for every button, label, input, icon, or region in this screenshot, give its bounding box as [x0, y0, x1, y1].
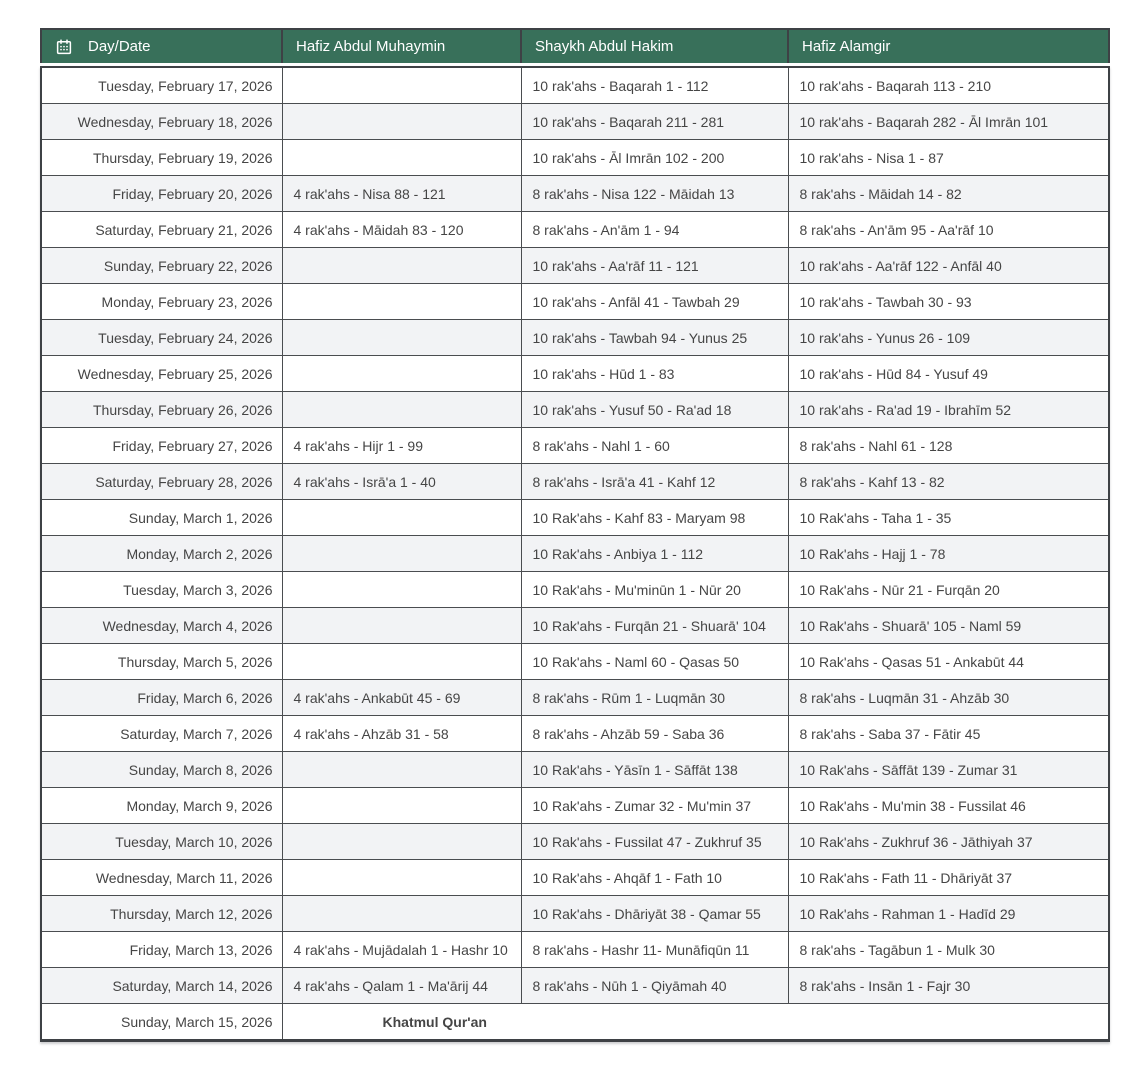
schedule-cell: 10 rak'ahs - Ra'ad 19 - Ibrahīm 52 — [788, 392, 1109, 428]
date-cell: Sunday, March 15, 2026 — [41, 1004, 282, 1041]
schedule-cell: 8 rak'ahs - Nahl 1 - 60 — [521, 428, 788, 464]
date-cell: Wednesday, March 11, 2026 — [41, 860, 282, 896]
schedule-cell: 8 rak'ahs - An'ām 1 - 94 — [521, 212, 788, 248]
schedule-cell: 8 rak'ahs - Tagābun 1 - Mulk 30 — [788, 932, 1109, 968]
schedule-cell: 4 rak'ahs - Qalam 1 - Ma'ārij 44 — [282, 968, 521, 1004]
schedule-cell — [282, 608, 521, 644]
schedule-cell: 10 Rak'ahs - Mu'minūn 1 - Nūr 20 — [521, 572, 788, 608]
schedule-cell: 8 rak'ahs - Hashr 11- Munāfiqūn 11 — [521, 932, 788, 968]
date-cell: Friday, February 20, 2026 — [41, 176, 282, 212]
date-cell: Saturday, February 28, 2026 — [41, 464, 282, 500]
schedule-cell — [282, 104, 521, 140]
header-row — [41, 29, 1109, 63]
date-cell: Wednesday, February 18, 2026 — [41, 104, 282, 140]
schedule-cell: 10 rak'ahs - Baqarah 1 - 112 — [521, 67, 788, 104]
schedule-cell: 8 rak'ahs - Saba 37 - Fātir 45 — [788, 716, 1109, 752]
schedule-cell: 10 Rak'ahs - Ahqāf 1 - Fath 10 — [521, 860, 788, 896]
table-row — [41, 536, 1109, 572]
schedule-cell: 10 Rak'ahs - Sāffāt 139 - Zumar 31 — [788, 752, 1109, 788]
date-cell: Monday, February 23, 2026 — [41, 284, 282, 320]
header-cell-hafiz-alamgir: Hafiz Alamgir — [788, 29, 1109, 63]
schedule-cell: 10 Rak'ahs - Kahf 83 - Maryam 98 — [521, 500, 788, 536]
schedule-cell: 10 rak'ahs - Baqarah 211 - 281 — [521, 104, 788, 140]
schedule-header — [40, 28, 1110, 63]
schedule-cell: 10 Rak'ahs - Rahman 1 - Hadīd 29 — [788, 896, 1109, 932]
schedule-cell: 8 rak'ahs - Nūh 1 - Qiyāmah 40 — [521, 968, 788, 1004]
schedule-cell: 10 Rak'ahs - Fussilat 47 - Zukhruf 35 — [521, 824, 788, 860]
table-row — [41, 320, 1109, 356]
schedule-cell — [282, 572, 521, 608]
calendar-icon — [55, 38, 73, 56]
schedule-cell: 10 Rak'ahs - Taha 1 - 35 — [788, 500, 1109, 536]
schedule-cell: 8 rak'ahs - Nahl 61 - 128 — [788, 428, 1109, 464]
schedule-cell: 10 Rak'ahs - Nūr 21 - Furqān 20 — [788, 572, 1109, 608]
schedule-cell: 10 Rak'ahs - Dhāriyāt 38 - Qamar 55 — [521, 896, 788, 932]
schedule-cell: 10 rak'ahs - Aa'rāf 122 - Anfāl 40 — [788, 248, 1109, 284]
schedule-cell: 10 rak'ahs - Tawbah 30 - 93 — [788, 284, 1109, 320]
table-row — [41, 968, 1109, 1004]
schedule-cell: 10 rak'ahs - Nisa 1 - 87 — [788, 140, 1109, 176]
schedule-cell: 10 rak'ahs - Anfāl 41 - Tawbah 29 — [521, 284, 788, 320]
schedule-cell — [282, 320, 521, 356]
schedule-cell: 10 Rak'ahs - Zumar 32 - Mu'min 37 — [521, 788, 788, 824]
table-row — [41, 392, 1109, 428]
schedule-cell — [282, 536, 521, 572]
schedule-cell: 4 rak'ahs - Hijr 1 - 99 — [282, 428, 521, 464]
schedule-table-body — [41, 67, 1109, 1041]
header-cell-day-date — [41, 29, 282, 63]
schedule-cell: 4 rak'ahs - Mujādalah 1 - Hashr 10 — [282, 932, 521, 968]
schedule-cell: 10 Rak'ahs - Furqān 21 - Shuarā' 104 — [521, 608, 788, 644]
schedule-cell: 10 Rak'ahs - Shuarā' 105 - Naml 59 — [788, 608, 1109, 644]
schedule-cell: 10 rak'ahs - Yusuf 50 - Ra'ad 18 — [521, 392, 788, 428]
date-cell: Friday, February 27, 2026 — [41, 428, 282, 464]
schedule-cell: 10 Rak'ahs - Mu'min 38 - Fussilat 46 — [788, 788, 1109, 824]
schedule-cell — [282, 644, 521, 680]
date-cell: Monday, March 9, 2026 — [41, 788, 282, 824]
schedule-cell: 10 rak'ahs - Aa'rāf 11 - 121 — [521, 248, 788, 284]
table-row — [41, 860, 1109, 896]
date-cell: Tuesday, March 10, 2026 — [41, 824, 282, 860]
date-cell: Sunday, March 1, 2026 — [41, 500, 282, 536]
header-cell-shaykh-abdul-hakim: Shaykh Abdul Hakim — [521, 29, 788, 63]
schedule-cell: 8 rak'ahs - Luqmān 31 - Ahzāb 30 — [788, 680, 1109, 716]
schedule-cell — [282, 860, 521, 896]
table-row — [41, 67, 1109, 104]
table-row — [41, 644, 1109, 680]
date-cell: Wednesday, February 25, 2026 — [41, 356, 282, 392]
date-cell: Tuesday, March 3, 2026 — [41, 572, 282, 608]
table-row — [41, 716, 1109, 752]
schedule-cell — [282, 284, 521, 320]
date-cell: Saturday, March 14, 2026 — [41, 968, 282, 1004]
schedule-table — [40, 66, 1110, 1042]
table-row — [41, 176, 1109, 212]
table-row — [41, 932, 1109, 968]
schedule-cell: 10 Rak'ahs - Yāsīn 1 - Sāffāt 138 — [521, 752, 788, 788]
schedule-cell: 8 rak'ahs - Insān 1 - Fajr 30 — [788, 968, 1109, 1004]
schedule-cell — [282, 67, 521, 104]
schedule-cell: 4 rak'ahs - Nisa 88 - 121 — [282, 176, 521, 212]
table-row — [41, 356, 1109, 392]
table-row — [41, 248, 1109, 284]
schedule-cell — [282, 356, 521, 392]
table-row — [41, 608, 1109, 644]
schedule-cell: 4 rak'ahs - Isrā'a 1 - 40 — [282, 464, 521, 500]
schedule-cell: 8 rak'ahs - Ahzāb 59 - Saba 36 — [521, 716, 788, 752]
table-row — [41, 680, 1109, 716]
schedule-cell: 4 rak'ahs - Ahzāb 31 - 58 — [282, 716, 521, 752]
date-cell: Sunday, February 22, 2026 — [41, 248, 282, 284]
schedule-cell: 10 Rak'ahs - Hajj 1 - 78 — [788, 536, 1109, 572]
schedule-cell — [282, 752, 521, 788]
schedule-cell: 10 rak'ahs - Hūd 1 - 83 — [521, 356, 788, 392]
taraweeh-schedule — [40, 28, 1108, 1042]
schedule-cell — [282, 500, 521, 536]
table-row — [41, 140, 1109, 176]
date-cell: Tuesday, February 24, 2026 — [41, 320, 282, 356]
schedule-cell: 4 rak'ahs - Māidah 83 - 120 — [282, 212, 521, 248]
table-row — [41, 752, 1109, 788]
table-row — [41, 500, 1109, 536]
schedule-cell — [282, 896, 521, 932]
schedule-cell: 10 rak'ahs - Baqarah 282 - Āl Imrān 101 — [788, 104, 1109, 140]
schedule-cell: 10 rak'ahs - Hūd 84 - Yusuf 49 — [788, 356, 1109, 392]
schedule-cell: 8 rak'ahs - Nisa 122 - Māidah 13 — [521, 176, 788, 212]
schedule-cell: 8 rak'ahs - Rūm 1 - Luqmān 30 — [521, 680, 788, 716]
schedule-cell — [282, 788, 521, 824]
schedule-cell — [282, 248, 521, 284]
table-row — [41, 464, 1109, 500]
schedule-cell — [282, 140, 521, 176]
schedule-cell: 10 rak'ahs - Āl Imrān 102 - 200 — [521, 140, 788, 176]
date-cell: Monday, March 2, 2026 — [41, 536, 282, 572]
schedule-cell: 10 Rak'ahs - Naml 60 - Qasas 50 — [521, 644, 788, 680]
table-row — [41, 824, 1109, 860]
schedule-cell: 10 Rak'ahs - Zukhruf 36 - Jāthiyah 37 — [788, 824, 1109, 860]
schedule-cell: 10 Rak'ahs - Anbiya 1 - 112 — [521, 536, 788, 572]
table-row — [41, 212, 1109, 248]
schedule-cell: 8 rak'ahs - An'ām 95 - Aa'rāf 10 — [788, 212, 1109, 248]
date-cell: Saturday, February 21, 2026 — [41, 212, 282, 248]
schedule-cell: 10 rak'ahs - Yunus 26 - 109 — [788, 320, 1109, 356]
date-cell: Wednesday, March 4, 2026 — [41, 608, 282, 644]
schedule-cell: 4 rak'ahs - Ankabūt 45 - 69 — [282, 680, 521, 716]
date-cell: Sunday, March 8, 2026 — [41, 752, 282, 788]
date-cell: Thursday, February 26, 2026 — [41, 392, 282, 428]
date-cell: Friday, March 6, 2026 — [41, 680, 282, 716]
schedule-cell: 8 rak'ahs - Isrā'a 41 - Kahf 12 — [521, 464, 788, 500]
date-cell: Saturday, March 7, 2026 — [41, 716, 282, 752]
table-row — [41, 428, 1109, 464]
header-label-day-date: Day/Date — [88, 38, 151, 55]
schedule-cell: 10 Rak'ahs - Fath 11 - Dhāriyāt 37 — [788, 860, 1109, 896]
schedule-cell: 10 Rak'ahs - Qasas 51 - Ankabūt 44 — [788, 644, 1109, 680]
date-cell: Tuesday, February 17, 2026 — [41, 67, 282, 104]
schedule-cell — [282, 392, 521, 428]
schedule-cell: 8 rak'ahs - Kahf 13 - 82 — [788, 464, 1109, 500]
date-cell: Friday, March 13, 2026 — [41, 932, 282, 968]
table-row — [41, 104, 1109, 140]
table-row-final — [41, 1004, 1109, 1041]
header-cell-hafiz-abdul-muhaymin: Hafiz Abdul Muhaymin — [282, 29, 521, 63]
date-cell: Thursday, March 5, 2026 — [41, 644, 282, 680]
schedule-cell — [282, 824, 521, 860]
table-row — [41, 284, 1109, 320]
schedule-body-wrap — [40, 66, 1108, 1042]
date-cell: Thursday, March 12, 2026 — [41, 896, 282, 932]
date-cell: Thursday, February 19, 2026 — [41, 140, 282, 176]
schedule-cell: 10 rak'ahs - Tawbah 94 - Yunus 25 — [521, 320, 788, 356]
schedule-cell: 8 rak'ahs - Māidah 14 - 82 — [788, 176, 1109, 212]
schedule-cell: 10 rak'ahs - Baqarah 113 - 210 — [788, 67, 1109, 104]
table-row — [41, 788, 1109, 824]
table-row — [41, 896, 1109, 932]
table-row — [41, 572, 1109, 608]
khatmul-quran-cell: Khatmul Qur'an — [282, 1004, 1109, 1041]
